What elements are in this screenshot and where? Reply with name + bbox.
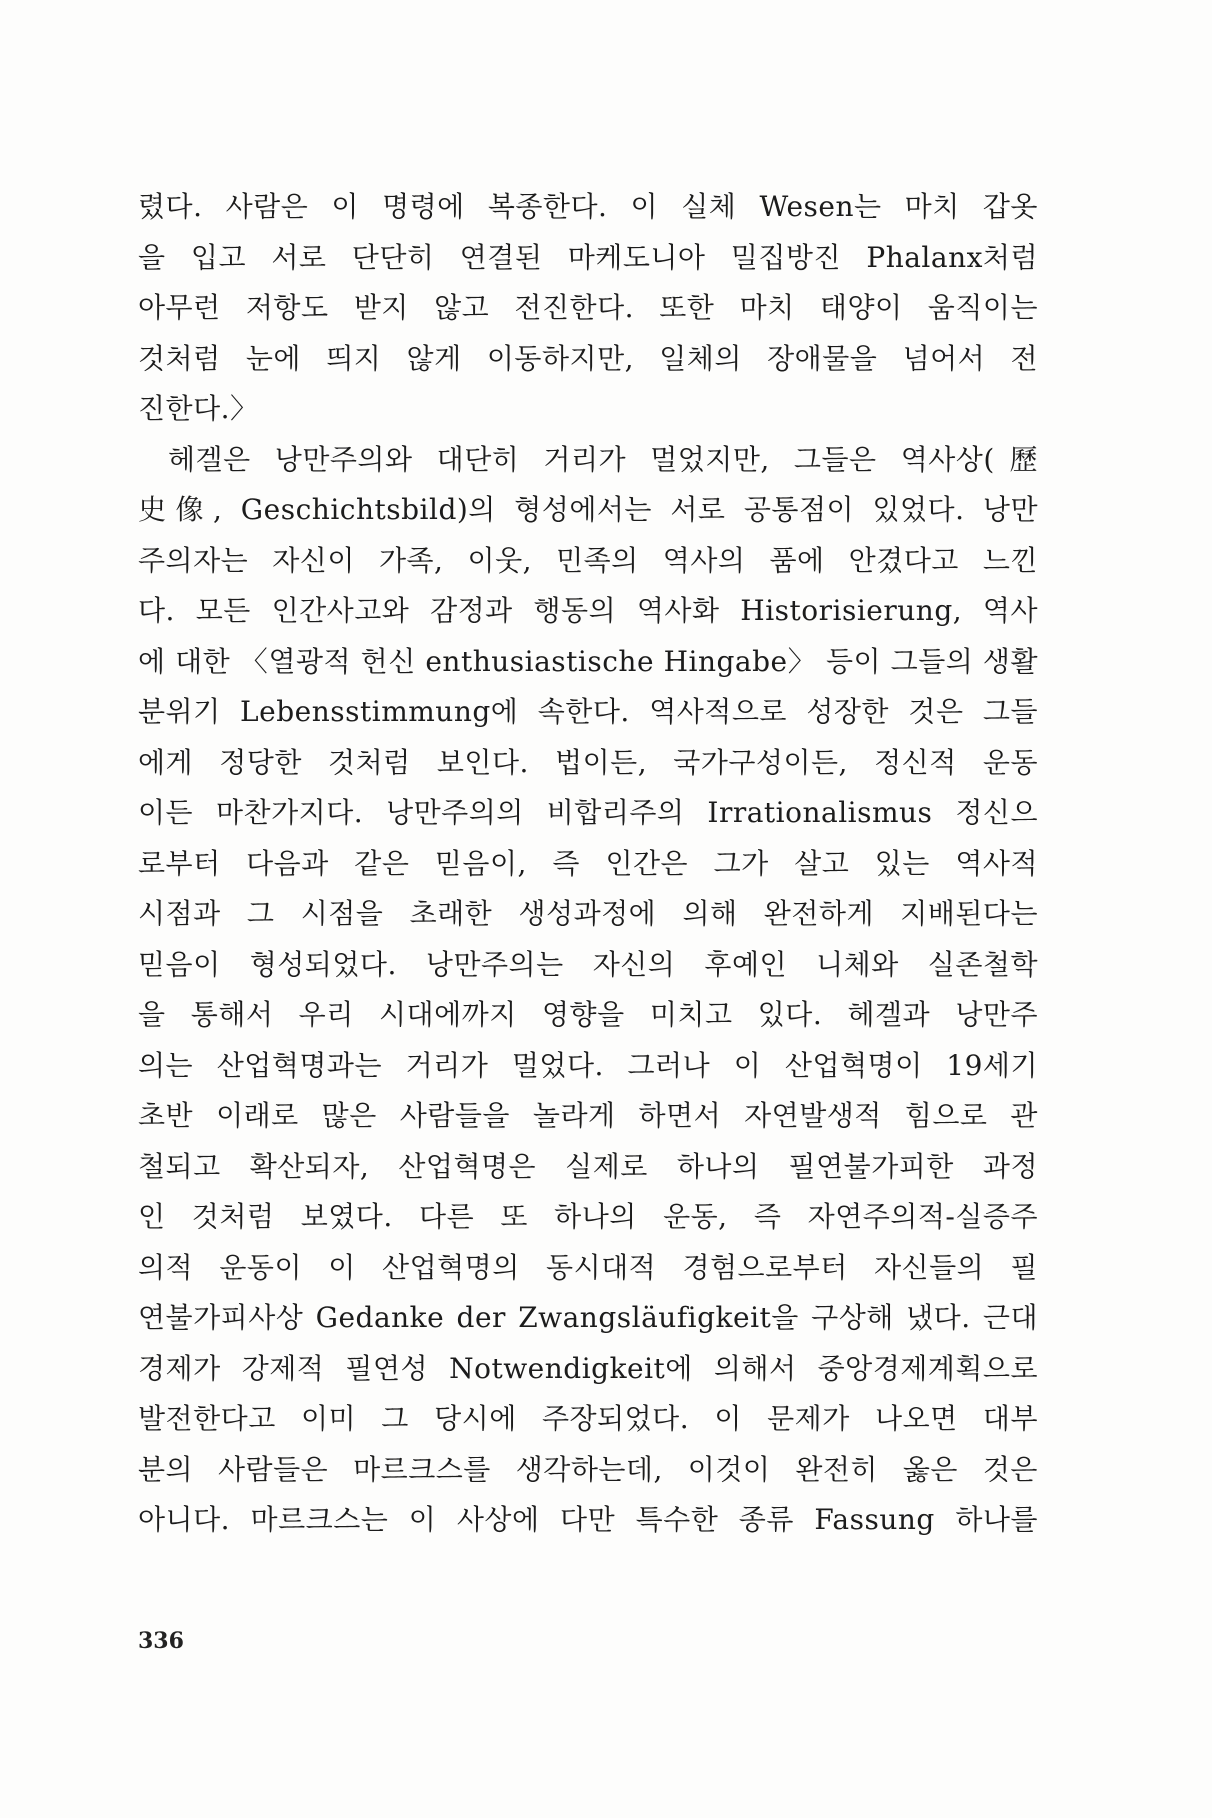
text-line: 인 것처럼 보였다. 다른 또 하나의 운동, 즉 자연주의적-실증주 — [138, 1200, 1038, 1233]
text-line: 로부터 다음과 같은 믿음이, 즉 인간은 그가 살고 있는 역사적 — [138, 846, 1038, 880]
body-text — [138, 182, 1038, 1546]
text-line: 연불가피사상 Gedanke der Zwangsläufigkeit을 구상해 냈다. 근대 — [138, 1301, 1038, 1334]
text-line: 아무런 저항도 받지 않고 전진한다. 또한 마치 태양이 움직이는 — [138, 291, 1038, 324]
text-line: 시점과 그 시점을 초래한 생성과정에 의해 완전하게 지배된다는 — [138, 897, 1038, 930]
paragraph-start-line: 헤겔은 낭만주의와 대단히 거리가 멀었지만, 그들은 역사상(歷 — [168, 442, 1038, 476]
text-line: 분위기 Lebensstimmung에 속한다. 역사적으로 성장한 것은 그들 — [138, 695, 1038, 728]
text-line: 을 입고 서로 단단히 연결된 마케도니아 밀집방진 Phalanx처럼 — [138, 240, 1038, 274]
text-line: 진한다.〉 — [138, 392, 259, 425]
text-line: 에게 정당한 것처럼 보인다. 법이든, 국가구성이든, 정신적 운동 — [138, 745, 1038, 779]
text-line: 발전한다고 이미 그 당시에 주장되었다. 이 문제가 나오면 대부 — [138, 1402, 1038, 1435]
text-line: 분의 사람들은 마르크스를 생각하는데, 이것이 완전히 옳은 것은 — [138, 1452, 1038, 1486]
text-line: 을 통해서 우리 시대에까지 영향을 미치고 있다. 헤겔과 낭만주 — [138, 998, 1038, 1031]
text-line: 다. 모든 인간사고와 감정과 행동의 역사화 Historisierung, 역사 — [138, 594, 1038, 627]
text-line: 의는 산업혁명과는 거리가 멀었다. 그러나 이 산업혁명이 19세기 — [138, 1048, 1038, 1082]
text-line: 의적 운동이 이 산업혁명의 동시대적 경험으로부터 자신들의 필 — [138, 1250, 1038, 1284]
text-line: 에 대한 〈열광적 헌신 enthusiastische Hingabe〉 등이 그들의 생활 — [138, 644, 1038, 678]
text-line: 경제가 강제적 필연성 Notwendigkeit에 의해서 중앙경제계획으로 — [138, 1351, 1038, 1385]
page-number: 336 — [138, 1628, 184, 1654]
text-line: 렸다. 사람은 이 명령에 복종한다. 이 실체 Wesen는 마치 갑옷 — [138, 190, 1038, 223]
text-line: 것처럼 눈에 띄지 않게 이동하지만, 일체의 장애물을 넘어서 전 — [138, 341, 1038, 375]
text-line: 이든 마찬가지다. 낭만주의의 비합리주의 Irrationalismus 정신으 — [138, 796, 1038, 829]
text-line: 초반 이래로 많은 사람들을 놀라게 하면서 자연발생적 힘으로 관 — [138, 1099, 1038, 1132]
text-line: 史像, Geschichtsbild)의 형성에서는 서로 공통점이 있었다. 낭만 — [138, 493, 1038, 526]
text-line: 철되고 확산되자, 산업혁명은 실제로 하나의 필연불가피한 과정 — [138, 1149, 1038, 1183]
text-line: 주의자는 자신이 가족, 이웃, 민족의 역사의 품에 안겼다고 느낀 — [138, 543, 1038, 577]
text-line: 아니다. 마르크스는 이 사상에 다만 특수한 종류 Fassung 하나를 — [138, 1503, 1038, 1536]
text-line: 믿음이 형성되었다. 낭만주의는 자신의 후예인 니체와 실존철학 — [138, 947, 1038, 981]
